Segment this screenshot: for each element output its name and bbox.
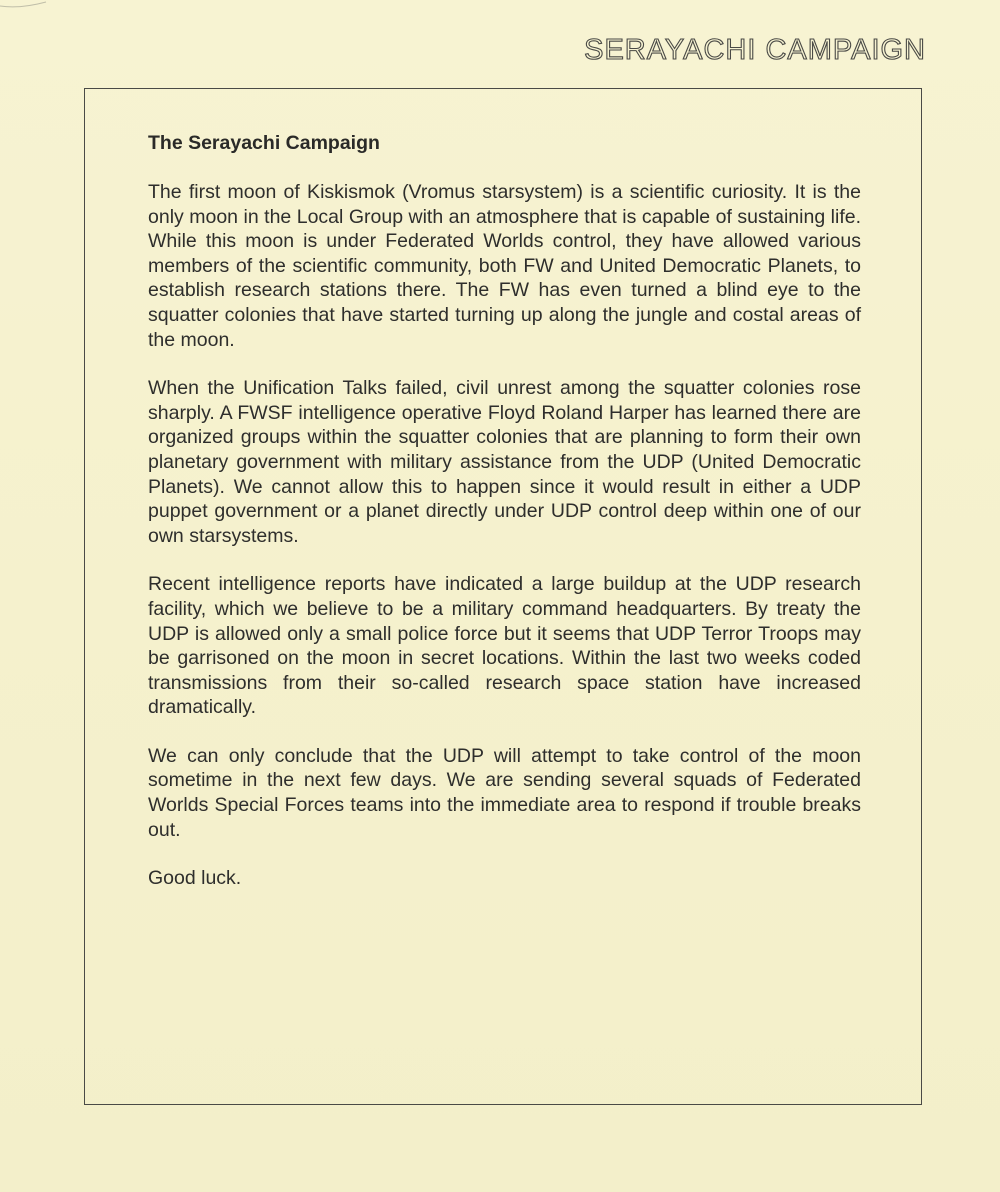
paragraph-intelligence-reports: Recent intelligence reports have indicated a large buildup at the UDP research facility, which we believe to be a military command headquarters. By treaty the UDP is allowed only a small police force but it seems that UDP Terror Troops may be garrisoned on the moon in secret locations. Within the last two weeks coded transmissions from their so-called research space station have increased dramatically. xyxy=(148,573,861,719)
document-title: The Serayachi Campaign xyxy=(148,132,380,154)
paragraph-conclusion: We can only conclude that the UDP will attempt to take control of the moon sometime in the next few days. We are sending several squads of Federated Worlds Special Forces teams into the immediate area to respond if trouble breaks out. xyxy=(148,744,861,841)
corner-fold-mark xyxy=(0,0,60,14)
document-body xyxy=(148,131,861,891)
paragraph-civil-unrest: When the Unification Talks failed, civil unrest among the squatter colonies rose sharply. A FWSF intelligence operative Floyd Roland Harper has learned there are organized groups within the squatter colonies that are planning to form their own planetary government with military assistance from the UDP (United Democratic Planets). We cannot allow this to happen since it would result in either a UDP puppet government or a planet directly under UDP control deep within one of our own starsystems. xyxy=(148,377,861,547)
document-frame xyxy=(84,88,922,1105)
closing-line: Good luck. xyxy=(148,867,242,890)
page-header-title: SERAYACHI CAMPAIGN xyxy=(584,34,926,66)
paragraph-moon-background: The first moon of Kiskismok (Vromus starsystem) is a scientific curiosity. It is the only moon in the Local Group with an atmosphere that is capable of sustaining life. While this moon is under Federated Worlds control, they have allowed various members of the scientific community, both FW and United Democratic Planets, to establish research stations there. The FW has even turned a blind eye to the squatter colonies that have started turning up along the jungle and costal areas of the moon. xyxy=(148,181,861,351)
